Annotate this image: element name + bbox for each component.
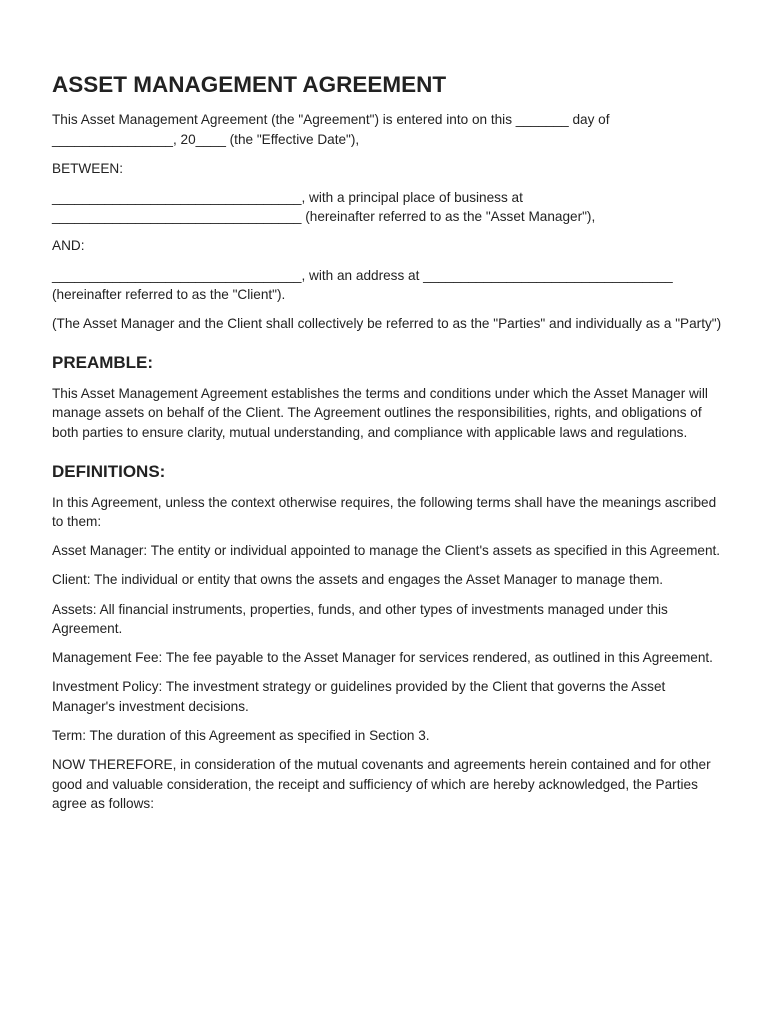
definition-item: Investment Policy: The investment strategy or guidelines provided by the Client that governs the Asset Manager's investment decisions. [52, 679, 666, 714]
and-label: AND: [52, 238, 85, 254]
client-party: _________________________________, with an address at _________________________________ (hereinafter referred to as the "Client"). [52, 267, 673, 303]
definition-item: Term: The duration of this Agreement as specified in Section 3. [52, 727, 430, 743]
between-label: BETWEEN: [52, 160, 123, 176]
intro-paragraph: This Asset Management Agreement (the "Agreement") is entered into on this _______ day of ________________, 20____ (the "Effective Date"), [52, 112, 610, 147]
definition-item: Asset Manager: The entity or individual appointed to manage the Client's assets as specified in this Agreement. [52, 543, 721, 559]
document-page [52, 72, 722, 823]
definition-item: Client: The individual or entity that owns the assets and engages the Asset Manager to manage them. [52, 572, 664, 588]
parties-note: (The Asset Manager and the Client shall collectively be referred to as the "Parties" and individually as a "Party") [52, 316, 722, 332]
asset-manager-party: _________________________________, with a principal place of business at _________________________________ (hereinafter referred to as the "Asset Manager"), [52, 189, 596, 225]
document-title: ASSET MANAGEMENT AGREEMENT [52, 72, 447, 97]
definitions-heading: DEFINITIONS: [52, 461, 166, 481]
now-therefore-paragraph: NOW THEREFORE, in consideration of the mutual covenants and agreements herein contained and for other good and valuable consideration, the receipt and sufficiency of which are hereby acknowledged, the Parties agree as follows: [52, 757, 711, 812]
preamble-text: This Asset Management Agreement establishes the terms and conditions under which the Asset Manager will manage assets on behalf of the Client. The Agreement outlines the responsibilities, rights, and obligations of both parties to ensure clarity, mutual understanding, and compliance with applicable laws and regulations. [52, 385, 708, 441]
definition-item: Management Fee: The fee payable to the Asset Manager for services rendered, as outlined in this Agreement. [52, 650, 713, 666]
preamble-heading: PREAMBLE: [52, 352, 154, 372]
definition-item: Assets: All financial instruments, properties, funds, and other types of investments managed under this Agreement. [52, 601, 668, 637]
definitions-intro: In this Agreement, unless the context otherwise requires, the following terms shall have the meanings ascribed to them: [52, 494, 717, 530]
